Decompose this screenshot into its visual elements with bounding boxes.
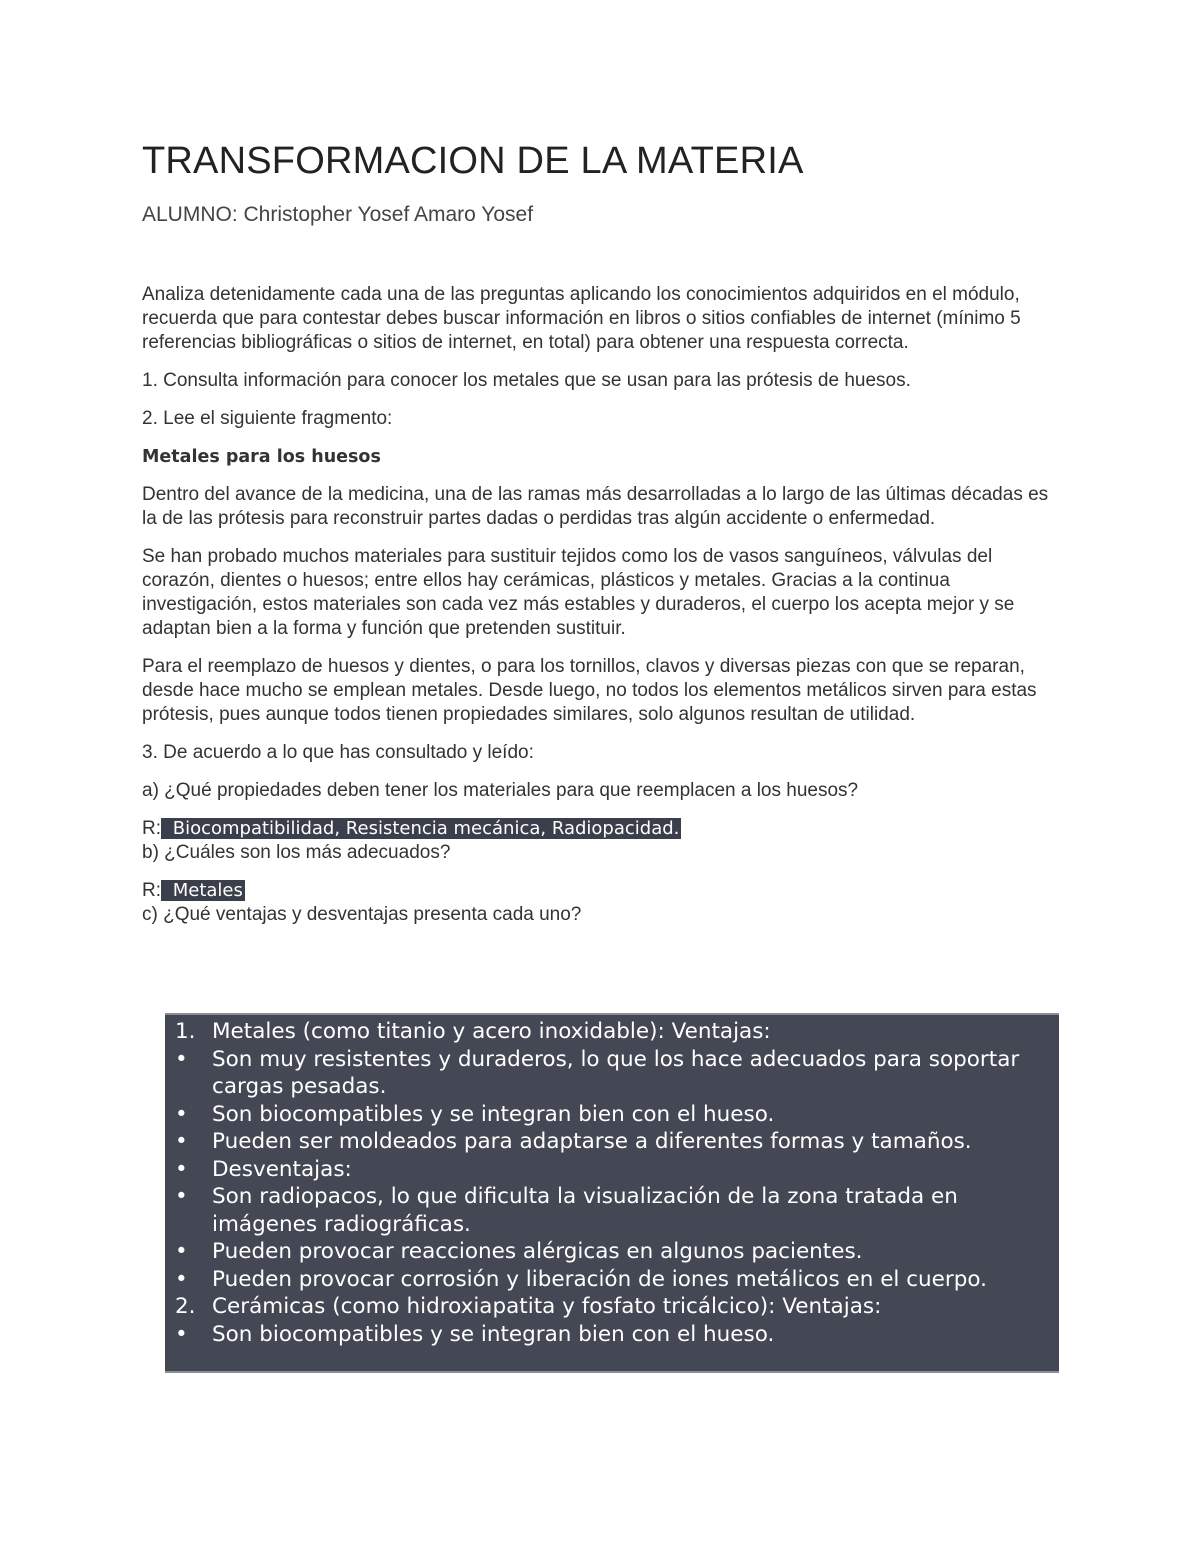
- answer-list-item: [165, 1321, 1059, 1349]
- fragment-paragraph-3: Para el reemplazo de huesos y dientes, o para los tornillos, clavos y diversas piezas con que se reparan, desde hace mucho se emplean metales. Desde luego, no todos los elementos metálicos sirven para estas prótesis, pues aunque todos tienen propiedades similares, solo algunos resultan de utilidad.: [142, 656, 1037, 725]
- answer-3a-line: [142, 817, 1067, 841]
- question-3a: a) ¿Qué propiedades deben tener los materiales para que reemplacen a los huesos?: [142, 780, 859, 801]
- bullet-marker: •: [175, 1184, 188, 1209]
- bullet-marker: •: [175, 1266, 188, 1292]
- answer-list-item: [165, 1183, 1059, 1238]
- fragment-heading: Metales para los huesos: [142, 447, 381, 467]
- answer-list-item-text: Pueden provocar reacciones alérgicas en algunos pacientes.: [212, 1239, 863, 1264]
- answer-list-item: [165, 1293, 1059, 1321]
- document-title: TRANSFORMACION DE LA MATERIA: [142, 140, 804, 182]
- question-2: 2. Lee el siguiente fragmento:: [142, 408, 393, 429]
- bullet-marker: •: [175, 1239, 188, 1264]
- bullet-marker: •: [175, 1101, 188, 1127]
- answer-list-item: [165, 1101, 1059, 1129]
- question-3c: c) ¿Qué ventajas y desventajas presenta cada uno?: [142, 904, 582, 925]
- answer-3b-line: [142, 879, 1067, 903]
- instructions-paragraph: Analiza detenidamente cada una de las preguntas aplicando los conocimientos adquiridos en el módulo, recuerda que para contestar debes buscar información en libros o sitios confiables de internet (mínimo 5 referencias bibliográficas o sitios de internet, en total) para obtener una respuesta correcta.: [142, 284, 1021, 353]
- answer-list-item: [165, 1156, 1059, 1184]
- answer-list-item-text: Son muy resistentes y duraderos, lo que los hace adecuados para soportar cargas pesadas.: [212, 1046, 1020, 1099]
- bullet-marker: •: [175, 1046, 188, 1072]
- answer-list-item-text: Son biocompatibles y se integran bien con el hueso.: [212, 1321, 775, 1347]
- answer-list-item: [165, 1266, 1059, 1294]
- answer-prefix: R:: [142, 880, 161, 901]
- answer-3a-highlight: Biocompatibilidad, Resistencia mecánica, Radiopacidad.: [161, 818, 681, 839]
- answer-list: [165, 1018, 1059, 1348]
- answer-list-item: [165, 1018, 1059, 1046]
- bullet-marker: •: [175, 1321, 188, 1347]
- number-marker: 1.: [175, 1019, 196, 1044]
- answer-list-item-text: Cerámicas (como hidroxiapatita y fosfato tricálcico): Ventajas:: [212, 1294, 882, 1319]
- answer-list-item-text: Pueden ser moldeados para adaptarse a diferentes formas y tamaños.: [212, 1129, 972, 1154]
- answer-list-item: [165, 1238, 1059, 1266]
- answer-3b-highlight: Metales: [161, 880, 245, 901]
- answer-list-item-text: Son radiopacos, lo que dificulta la visualización de la zona tratada en imágenes radiográficas.: [212, 1184, 958, 1237]
- question-3b: b) ¿Cuáles son los más adecuados?: [142, 842, 451, 863]
- fragment-paragraph-2: Se han probado muchos materiales para sustituir tejidos como los de vasos sanguíneos, válvulas del corazón, dientes o huesos; entre ellos hay cerámicas, plásticos y metales. Gracias a la continua investigación, estos materiales son cada vez más estables y duraderos, el cuerpo los acepta mejor y se adaptan bien a la forma y función que pretenden sustituir.: [142, 546, 1015, 639]
- answer-list-item-text: Son biocompatibles y se integran bien con el hueso.: [212, 1101, 775, 1127]
- bullet-marker: •: [175, 1129, 188, 1154]
- answer-list-item: [165, 1128, 1059, 1156]
- answer-list-box: [165, 1013, 1059, 1373]
- question-3: 3. De acuerdo a lo que has consultado y leído:: [142, 742, 534, 763]
- fragment-paragraph-1: Dentro del avance de la medicina, una de las ramas más desarrolladas a lo largo de las últimas décadas es la de las prótesis para reconstruir partes dadas o perdidas tras algún accidente o enfermedad.: [142, 484, 1049, 529]
- student-name: ALUMNO: Christopher Yosef Amaro Yosef: [142, 203, 534, 226]
- question-1: 1. Consulta información para conocer los metales que se usan para las prótesis de huesos.: [142, 370, 911, 391]
- bullet-marker: •: [175, 1156, 188, 1182]
- answer-prefix: R:: [142, 818, 161, 839]
- document-body: [142, 283, 1067, 927]
- answer-list-item-text: Desventajas:: [212, 1156, 352, 1182]
- answer-list-item-text: Pueden provocar corrosión y liberación de iones metálicos en el cuerpo.: [212, 1266, 987, 1292]
- answer-list-item-text: Metales (como titanio y acero inoxidable): Ventajas:: [212, 1019, 771, 1044]
- answer-list-item: [165, 1046, 1059, 1101]
- number-marker: 2.: [175, 1294, 196, 1319]
